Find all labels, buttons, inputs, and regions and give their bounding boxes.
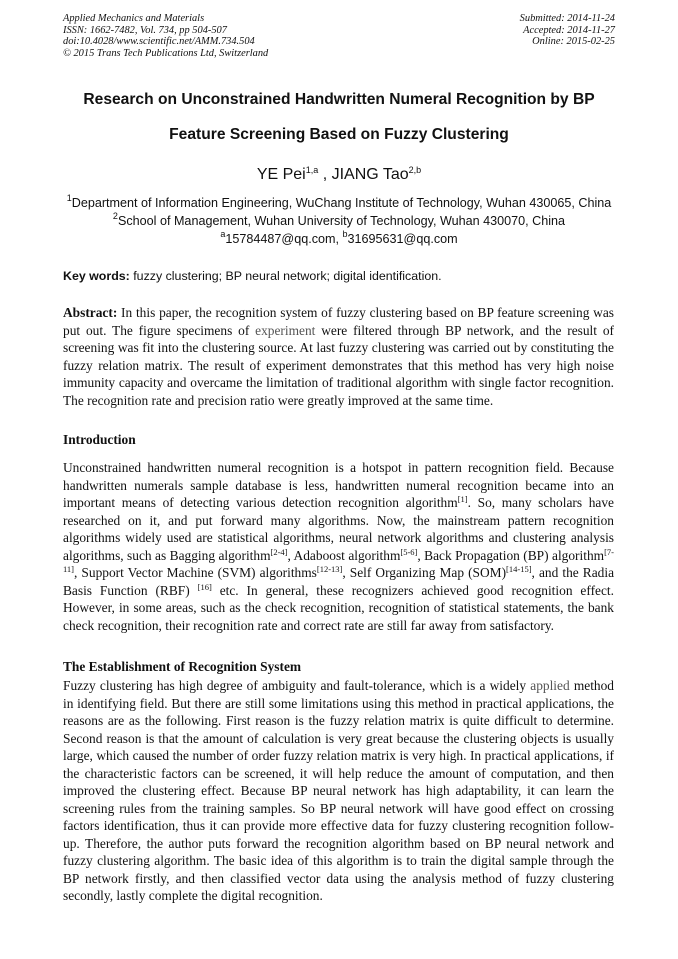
paper-title-line2: Feature Screening Based on Fuzzy Clustering <box>169 126 509 143</box>
introduction-paragraph <box>63 459 614 634</box>
establishment-highlight: applied <box>530 678 570 693</box>
intro-text: , Support Vector Machine (SVM) algorithms <box>74 565 317 580</box>
author-1: YE Pei <box>256 166 306 183</box>
affiliation-1-marker: 1 <box>66 193 72 203</box>
copyright: © 2015 Trans Tech Publications Ltd, Switzerland <box>63 47 269 59</box>
paper-title-line1: Research on Unconstrained Handwritten Numeral Recognition by BP <box>83 91 595 108</box>
online-date: Online: 2015-02-25 <box>532 36 615 48</box>
intro-text: , and the Radia Basis Function (RBF) <box>63 565 615 598</box>
citation: [2-4] <box>270 546 288 557</box>
accepted-date: Accepted: 2014-11-27 <box>523 24 615 36</box>
author-2-affil: 2,b <box>408 165 422 175</box>
abstract-text-1: In this paper, the recognition system of fuzzy clustering based on BP feature screening was put out. The figure specimens of <box>63 305 614 338</box>
intro-text: , Self Organizing Map (SOM) <box>342 565 507 580</box>
email-b-marker: b <box>342 229 348 239</box>
abstract-highlight: experiment <box>255 322 316 338</box>
doi: doi:10.4028/www.scientific.net/AMM.734.504 <box>63 36 255 48</box>
email-a: 15784487@qq.com, <box>225 232 343 246</box>
affiliation-1-text: Department of Information Engineering, WuChang Institute of Technology, Wuhan 430065, China <box>71 196 612 210</box>
intro-text: Unconstrained handwritten numeral recognition is a hotspot in pattern recognition field. Because handwritten numerals sample database is less, handwritten numeral recognition became into an important means of detecting various detection recognition algorithm <box>63 460 614 510</box>
keywords <box>63 269 442 283</box>
intro-text: . So, many scholars have researched on it, and put forward many algorithms. Now, the mainstream pattern recognition algorithms widely used are statistical algorithms, neural network algorithms and clustering analysis algorithms, such as Bagging algorithm <box>63 495 614 563</box>
journal-header <box>63 13 268 59</box>
establishment-paragraph <box>63 677 614 905</box>
author-1-affil: 1,a <box>305 165 319 175</box>
journal-name: Applied Mechanics and Materials <box>63 13 205 24</box>
affiliation-2-text: School of Management, Wuhan University of Technology, Wuhan 430070, China <box>117 214 566 228</box>
keywords-label: Key words: <box>63 269 130 283</box>
establishment-text-2: method in identifying field. But there are still some limitations using this method in practical applications, the reasons are as the following. First reason is the fuzzy relation matrix is quite difficult to determine. Second reason is that the amount of calculation is very great because the clustering objects is usually large, which caused the number of order fuzzy relation matrix is very high. In practical applications, if the characteristic factors can be screened, it will help reduce the amount of computation, and then improved the clustering effect. Because BP neural network has high adaptability, it can learn the screening rules from the training samples. So BP neural network will have good effect on crossing factors identification, thus it can provide more effective data for fuzzy clustering recognition follow-up. Therefore, the author puts forward the recognition algorithm based on BP neural network and fuzzy clustering algorithm. The basic idea of this algorithm is to train the digital sample through the BP network firstly, and then classified vector data using the analysis method of fuzzy clustering secondly, lastly complete the digital recognition. <box>63 678 615 903</box>
citation: [14-15] <box>506 564 532 574</box>
citation: [5-6] <box>400 546 418 557</box>
abstract-text-2: were filtered through BP network, and the result of screening was fit into the clustering source. At last fuzzy clustering was carried out by constituting the fuzzy relation matrix. The result of experiment demonstrates that this method has very high noise immunity capacity and overcame the limitation of traditional algorithm with single factor recognition. The recognition rate and precision ratio were greatly improved at the same time. <box>63 322 614 408</box>
keywords-text: fuzzy clustering; BP neural network; digital identification. <box>129 269 442 283</box>
intro-text: , Adaboost algorithm <box>287 547 401 563</box>
abstract <box>63 304 614 409</box>
citation: [7-11] <box>63 546 614 574</box>
author-separator: , <box>318 166 332 183</box>
email-a-marker: a <box>220 229 226 239</box>
intro-text: , Back Propagation (BP) algorithm <box>417 547 605 563</box>
citation: [16] <box>197 581 212 592</box>
author-2: JIANG Tao <box>331 166 409 183</box>
establishment-heading: The Establishment of Recognition System <box>63 659 302 674</box>
authors <box>0 166 678 184</box>
affiliation-1 <box>0 193 678 210</box>
affiliation-2 <box>0 211 678 228</box>
citation: [12-13] <box>316 564 343 574</box>
submitted-date: Submitted: 2014-11-24 <box>519 13 615 24</box>
issn-info: ISSN: 1662-7482, Vol. 734, pp 504-507 <box>63 24 227 36</box>
introduction-heading: Introduction <box>63 432 136 447</box>
abstract-label: Abstract: <box>63 305 118 320</box>
intro-text: etc. In general, these recognizers achieved good recognition effect. However, in some areas, such as the check recognition, recognition of statistical statements, the bank check recognition, their recognition rate and correct rate are still far away from satisfactory. <box>63 582 614 633</box>
establishment-text-1: Fuzzy clustering has high degree of ambiguity and fault-tolerance, which is a widely <box>63 678 531 693</box>
affiliation-2-marker: 2 <box>112 211 118 221</box>
emails <box>0 229 678 246</box>
citation: [1] <box>457 494 468 504</box>
dates-header <box>520 13 615 48</box>
email-b: 31695631@qq.com <box>347 232 458 246</box>
